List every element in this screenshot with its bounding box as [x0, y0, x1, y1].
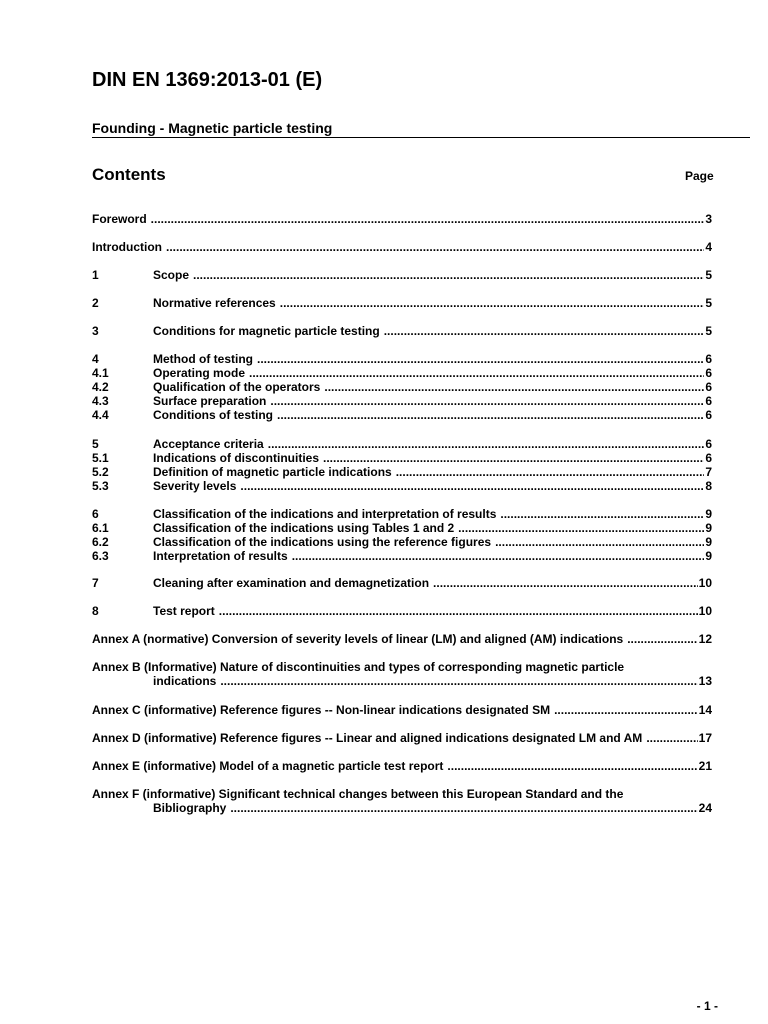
toc-entry-surface-preparation[interactable]	[92, 394, 712, 408]
toc-entry-classification-figures[interactable]	[92, 535, 712, 549]
toc-entry-page: 24	[698, 801, 712, 815]
dot-leader	[220, 674, 697, 688]
toc-entry-page: 10	[698, 576, 712, 590]
toc-entry-label: Conditions of testing	[153, 408, 273, 422]
toc-entry-number: 1	[92, 268, 99, 282]
toc-entry-annex-b[interactable]	[92, 660, 712, 688]
toc-entry-number: 5.2	[92, 465, 109, 479]
toc-entry-number: 3	[92, 324, 99, 338]
toc-entry-number: 6	[92, 507, 99, 521]
toc-entry-number: 5	[92, 437, 99, 451]
dot-leader	[219, 604, 698, 618]
dot-leader	[193, 268, 704, 282]
toc-entry-number: 8	[92, 604, 99, 618]
toc-entry-label: Annex B (Informative) Nature of discontinuities and types of corresponding magnetic particle	[92, 660, 625, 674]
toc-entry-number: 4	[92, 352, 99, 366]
toc-entry-label: Classification of the indications using Tables 1 and 2	[153, 521, 455, 535]
toc-entry-label: Scope	[153, 268, 190, 282]
toc-entry-annex-e[interactable]	[92, 759, 712, 773]
toc-entry-label: Severity levels	[153, 479, 237, 493]
dot-leader	[627, 632, 697, 646]
toc-entry-annex-a[interactable]	[92, 632, 712, 646]
toc-entry-classification-tables[interactable]	[92, 521, 712, 535]
toc-entry-label-continued: Bibliography	[153, 801, 227, 815]
toc-entry-number: 5.3	[92, 479, 109, 493]
toc-entry-number: 4.4	[92, 408, 109, 422]
toc-entry-label: Acceptance criteria	[153, 437, 264, 451]
toc-entry-label: Annex E (informative) Model of a magnetic particle test report	[92, 759, 444, 773]
toc-group-method-of-testing	[92, 352, 712, 422]
dot-leader	[458, 521, 704, 535]
document-title: DIN EN 1369:2013-01 (E)	[92, 69, 323, 91]
toc-entry-page: 9	[705, 507, 712, 521]
toc-entry-number: 5.1	[92, 451, 109, 465]
toc-entry-page: 21	[698, 759, 712, 773]
toc-entry-label: Test report	[153, 604, 215, 618]
toc-entry-page: 6	[705, 380, 712, 394]
toc-entry-annex-d[interactable]	[92, 731, 712, 745]
toc-entry-label: Classification of the indications using the reference figures	[153, 535, 492, 549]
dot-leader	[323, 451, 704, 465]
dot-leader	[384, 324, 705, 338]
toc-entry-normative-references[interactable]	[92, 296, 712, 310]
toc-entry-page: 5	[705, 296, 712, 310]
dot-leader	[396, 465, 705, 479]
toc-entry-annex-f[interactable]	[92, 787, 712, 815]
toc-entry-number: 4.3	[92, 394, 109, 408]
toc-entry-introduction[interactable]	[92, 240, 712, 254]
dot-leader	[646, 731, 697, 745]
toc-entry-page: 9	[705, 549, 712, 563]
toc-entry-classification[interactable]	[92, 507, 712, 521]
toc-entry-scope[interactable]	[92, 268, 712, 282]
toc-entry-page: 5	[705, 324, 712, 338]
toc-entry-definition[interactable]	[92, 465, 712, 479]
toc-entry-page: 6	[705, 394, 712, 408]
toc-entry-label-continued: indications	[153, 674, 217, 688]
toc-entry-foreword[interactable]	[92, 212, 712, 226]
dot-leader	[151, 212, 705, 226]
toc-entry-page: 6	[705, 437, 712, 451]
toc-entry-label: Introduction	[92, 240, 162, 254]
toc-entry-label: Annex A (normative) Conversion of severity levels of linear (LM) and aligned (AM) indications	[92, 632, 624, 646]
toc-entry-page: 6	[705, 408, 712, 422]
toc-entry-page: 4	[705, 240, 712, 254]
toc-entry-test-report[interactable]	[92, 604, 712, 618]
toc-entry-label: Classification of the indications and interpretation of results	[153, 507, 497, 521]
dot-leader	[230, 801, 697, 815]
toc-entry-number: 2	[92, 296, 99, 310]
dot-leader	[240, 479, 704, 493]
toc-entry-label: Annex F (informative) Significant technical changes between this European Standard and the	[92, 787, 624, 801]
toc-entry-number: 6.3	[92, 549, 109, 563]
toc-entry-page: 9	[705, 521, 712, 535]
toc-entry-page: 8	[705, 479, 712, 493]
dot-leader	[249, 366, 704, 380]
dot-leader	[324, 380, 704, 394]
toc-entry-label: Annex C (informative) Reference figures -- Non-linear indications designated SM	[92, 703, 551, 717]
toc-entry-severity-levels[interactable]	[92, 479, 712, 493]
toc-entry-label: Normative references	[153, 296, 276, 310]
dot-leader	[447, 759, 697, 773]
toc-entry-page: 14	[698, 703, 712, 717]
dot-leader	[433, 576, 698, 590]
dot-leader	[257, 352, 704, 366]
toc-entry-interpretation[interactable]	[92, 549, 712, 563]
toc-entry-label: Operating mode	[153, 366, 246, 380]
toc-entry-page: 3	[705, 212, 712, 226]
toc-entry-page: 6	[705, 451, 712, 465]
toc-group-classification	[92, 507, 712, 563]
toc-entry-page: 9	[705, 535, 712, 549]
toc-entry-label: Qualification of the operators	[153, 380, 321, 394]
toc-entry-page: 12	[698, 632, 712, 646]
toc-entry-number: 6.1	[92, 521, 109, 535]
toc-entry-number: 6.2	[92, 535, 109, 549]
toc-entry-cleaning[interactable]	[92, 576, 712, 590]
toc-entry-label: Method of testing	[153, 352, 253, 366]
toc-entry-label: Surface preparation	[153, 394, 267, 408]
dot-leader	[280, 296, 705, 310]
toc-entry-annex-c[interactable]	[92, 703, 712, 717]
toc-entry-number: 7	[92, 576, 99, 590]
toc-entry-page: 10	[698, 604, 712, 618]
toc-entry-label: Interpretation of results	[153, 549, 288, 563]
dot-leader	[495, 535, 704, 549]
toc-entry-number: 4.2	[92, 380, 109, 394]
toc-entry-page: 7	[705, 465, 712, 479]
dot-leader	[270, 394, 704, 408]
dot-leader	[554, 703, 698, 717]
toc-entry-conditions[interactable]	[92, 324, 712, 338]
toc-entry-label: Definition of magnetic particle indications	[153, 465, 392, 479]
page-number: - 1 -	[696, 999, 718, 1013]
toc-entry-page: 17	[698, 731, 712, 745]
toc-entry-label: Annex D (informative) Reference figures -- Linear and aligned indications designated LM and AM	[92, 731, 643, 745]
toc-entry-page: 6	[705, 366, 712, 380]
toc-entry-label: Cleaning after examination and demagnetization	[153, 576, 430, 590]
toc-entry-label: Conditions for magnetic particle testing	[153, 324, 380, 338]
toc-entry-page: 6	[705, 352, 712, 366]
toc-entry-indications[interactable]	[92, 451, 712, 465]
toc-entry-conditions-of-testing[interactable]	[92, 408, 712, 422]
toc-entry-method-of-testing[interactable]	[92, 352, 712, 366]
toc-entry-label: Indications of discontinuities	[153, 451, 320, 465]
toc-entry-qualification[interactable]	[92, 380, 712, 394]
dot-leader	[277, 408, 704, 422]
toc-group-acceptance-criteria	[92, 437, 712, 493]
dot-leader	[292, 549, 705, 563]
dot-leader	[268, 437, 705, 451]
toc-entry-number: 4.1	[92, 366, 109, 380]
toc-entry-operating-mode[interactable]	[92, 366, 712, 380]
document-subtitle: Founding - Magnetic particle testing	[92, 119, 750, 138]
toc-entry-acceptance-criteria[interactable]	[92, 437, 712, 451]
page-column-label: Page	[685, 169, 714, 183]
toc-entry-page: 13	[698, 674, 712, 688]
contents-heading: Contents	[92, 165, 166, 184]
toc-entry-label: Foreword	[92, 212, 147, 226]
dot-leader	[166, 240, 704, 254]
toc-entry-page: 5	[705, 268, 712, 282]
dot-leader	[500, 507, 704, 521]
